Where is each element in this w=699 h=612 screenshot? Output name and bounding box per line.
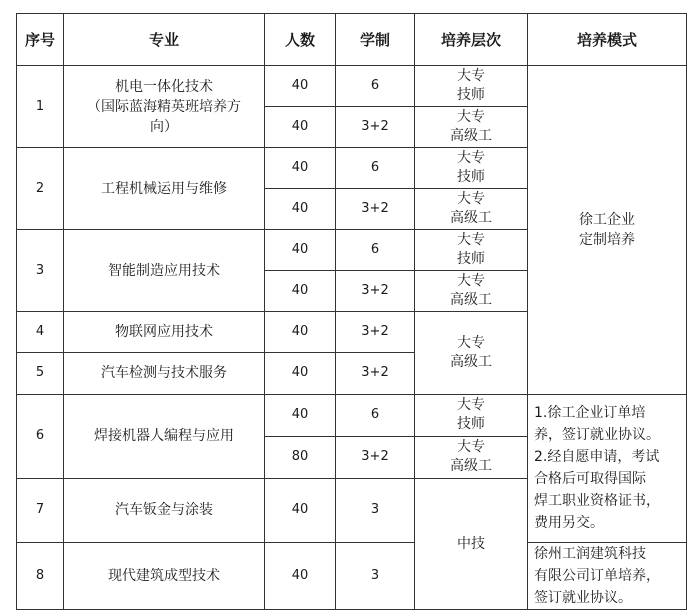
row-major: 焊接机器人编程与应用	[64, 394, 265, 478]
program-table	[16, 13, 687, 610]
cell-level	[415, 66, 528, 107]
cell-mode	[528, 66, 687, 395]
cell-level	[415, 394, 528, 436]
row-no: 2	[17, 148, 64, 230]
mode-line: 徐工企业	[579, 211, 635, 228]
row-major: 工程机械运用与维修	[64, 148, 265, 230]
level-line: 大专	[457, 191, 485, 208]
mode-line: 有限公司订单培养，	[534, 567, 660, 584]
level-line: 高级工	[450, 210, 492, 227]
mode-line: 焊工职业资格证书，	[534, 493, 660, 510]
level-line: 大专	[457, 273, 485, 290]
cell-count: 40	[265, 542, 336, 609]
row-major: 物联网应用技术	[64, 312, 265, 353]
major-line: （国际蓝海精英班培养方	[87, 98, 241, 115]
cell-level	[415, 230, 528, 271]
row-no: 1	[17, 66, 64, 148]
cell-level: 中技	[415, 478, 528, 609]
header-row	[17, 14, 687, 66]
cell-years: 3	[336, 542, 415, 609]
mode-line: 定制培养	[579, 231, 635, 248]
row-major: 汽车钣金与涂装	[64, 478, 265, 542]
mode-line: 2.经自愿申请，考试	[534, 449, 660, 466]
cell-count: 40	[265, 271, 336, 312]
header-years: 学制	[336, 14, 415, 66]
level-line: 大专	[457, 232, 485, 249]
cell-level	[415, 107, 528, 148]
level-line: 技师	[457, 169, 485, 186]
major-line: 机电一体化技术	[115, 78, 213, 95]
level-line: 高级工	[450, 128, 492, 145]
row-major: 智能制造应用技术	[64, 230, 265, 312]
cell-years: 3+2	[336, 271, 415, 312]
level-line: 大专	[457, 334, 485, 351]
table-row	[17, 394, 687, 436]
cell-count: 40	[265, 478, 336, 542]
cell-level	[415, 436, 528, 478]
cell-years: 6	[336, 230, 415, 271]
header-count: 人数	[265, 14, 336, 66]
row-no: 4	[17, 312, 64, 353]
cell-years: 3+2	[336, 312, 415, 353]
table-row	[17, 66, 687, 107]
row-major: 现代建筑成型技术	[64, 542, 265, 609]
cell-years: 6	[336, 66, 415, 107]
level-line: 技师	[457, 251, 485, 268]
row-major: 汽车检测与技术服务	[64, 353, 265, 394]
cell-level	[415, 148, 528, 189]
cell-mode	[528, 542, 687, 609]
cell-years: 6	[336, 148, 415, 189]
cell-count: 40	[265, 66, 336, 107]
cell-count: 40	[265, 312, 336, 353]
level-line: 高级工	[450, 292, 492, 309]
row-major	[64, 66, 265, 148]
level-line: 大专	[457, 439, 485, 456]
mode-line: 1.徐工企业订单培	[534, 405, 646, 422]
cell-years: 3+2	[336, 436, 415, 478]
level-line: 大专	[457, 150, 485, 167]
cell-level	[415, 271, 528, 312]
level-line: 大专	[457, 68, 485, 85]
cell-level	[415, 312, 528, 394]
header-major: 专业	[64, 14, 265, 66]
row-no: 6	[17, 394, 64, 478]
cell-level	[415, 189, 528, 230]
cell-count: 40	[265, 107, 336, 148]
major-line: 向）	[150, 118, 178, 135]
cell-count: 80	[265, 436, 336, 478]
header-level: 培养层次	[415, 14, 528, 66]
mode-line: 费用另交。	[534, 515, 604, 532]
header-mode: 培养模式	[528, 14, 687, 66]
cell-years: 6	[336, 394, 415, 436]
cell-count: 40	[265, 189, 336, 230]
cell-count: 40	[265, 394, 336, 436]
level-line: 技师	[457, 416, 485, 433]
cell-years: 3+2	[336, 353, 415, 394]
cell-count: 40	[265, 148, 336, 189]
level-line: 大专	[457, 397, 485, 414]
header-no: 序号	[17, 14, 64, 66]
cell-years: 3+2	[336, 189, 415, 230]
row-no: 3	[17, 230, 64, 312]
mode-line: 徐州工润建筑科技	[534, 545, 646, 562]
cell-count: 40	[265, 353, 336, 394]
row-no: 8	[17, 542, 64, 609]
cell-years: 3+2	[336, 107, 415, 148]
level-line: 大专	[457, 109, 485, 126]
level-line: 高级工	[450, 353, 492, 370]
mode-line: 养，签订就业协议。	[534, 427, 660, 444]
mode-line: 签订就业协议。	[534, 589, 632, 606]
level-line: 高级工	[450, 458, 492, 475]
level-line: 技师	[457, 87, 485, 104]
row-no: 5	[17, 353, 64, 394]
cell-years: 3	[336, 478, 415, 542]
mode-line: 合格后可取得国际	[534, 471, 646, 488]
table-row	[17, 542, 687, 609]
row-no: 7	[17, 478, 64, 542]
cell-mode	[528, 394, 687, 542]
cell-count: 40	[265, 230, 336, 271]
